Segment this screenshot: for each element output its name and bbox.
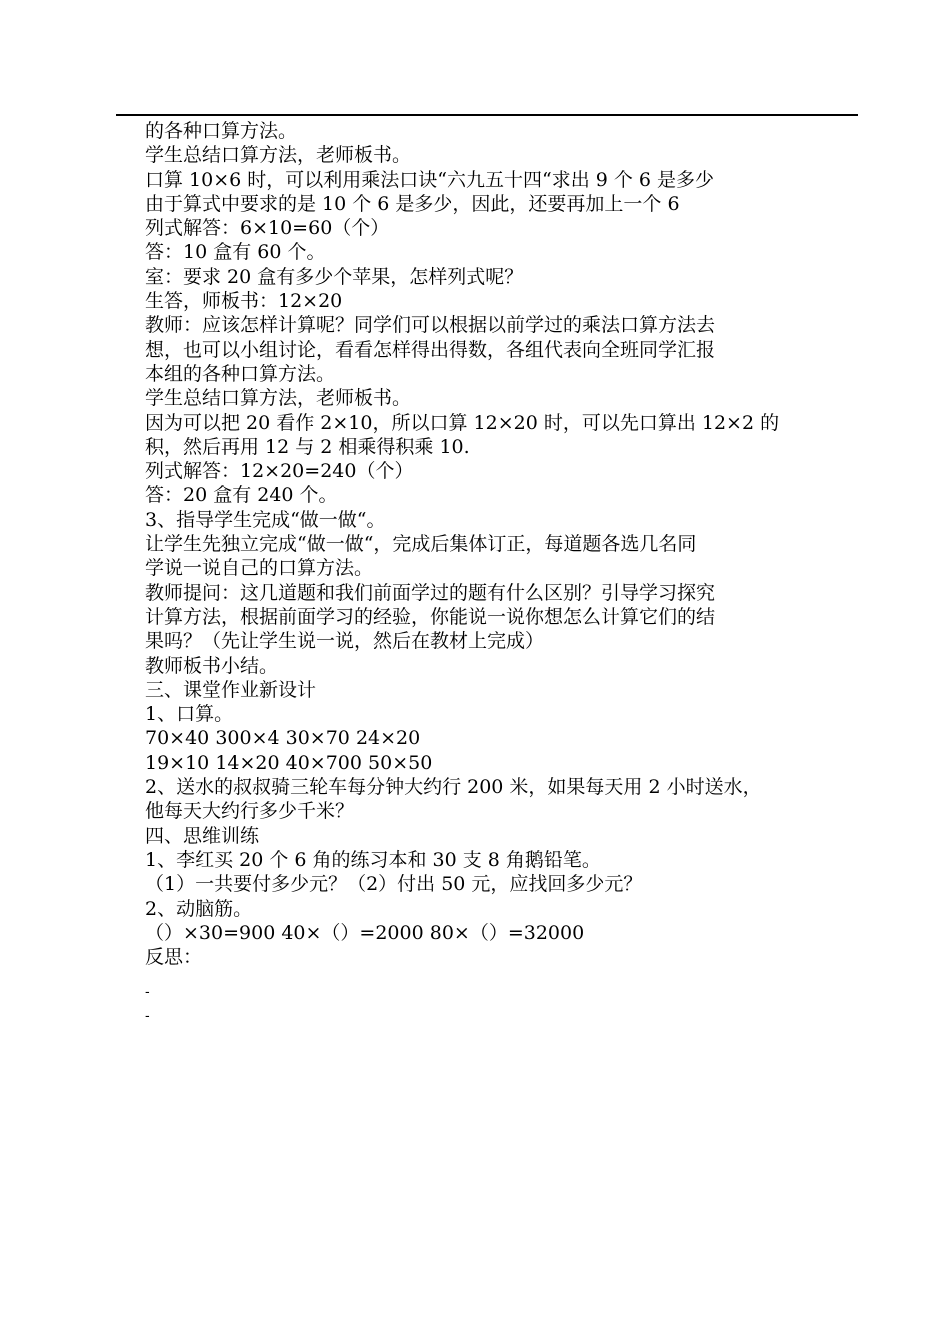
reflection-label: 反思： bbox=[145, 946, 203, 969]
text-line: 教师板书小结。 bbox=[145, 654, 279, 677]
section-item: 1、李红买 20 个 6 角的练习本和 30 支 8 角鹅铅笔。 bbox=[145, 848, 601, 871]
text-line: 生答，师板书：12×20 bbox=[145, 290, 343, 313]
text-line: 想，也可以小组讨论，看看怎样得出得数，各组代表向全班同学汇报 bbox=[145, 338, 716, 361]
section-item: 2、送水的叔叔骑三轮车每分钟大约行 200 米，如果每天用 2 小时送水， bbox=[145, 776, 762, 799]
text-line: 学生总结口算方法，老师板书。 bbox=[145, 387, 412, 410]
text-line: 室：要求 20 盒有多少个苹果，怎样列式呢？ bbox=[145, 265, 524, 288]
text-line: 答：20 盒有 240 个。 bbox=[145, 484, 338, 507]
spacer bbox=[145, 969, 845, 979]
text-line: 果吗？（先让学生说一说，然后在教材上完成） bbox=[145, 630, 545, 653]
section-item: 3、指导学生完成“做一做“。 bbox=[145, 508, 386, 531]
text-line: 计算方法，根据前面学习的经验，你能说一说你想怎么计算它们的结 bbox=[145, 605, 716, 628]
math-exercise-line: 19×10 14×20 40×700 50×50 bbox=[145, 751, 433, 774]
text-line: 由于算式中要求的是 10 个 6 是多少，因此，还要再加上一个 6 bbox=[145, 192, 680, 215]
text-line: 教师：应该怎样计算呢？同学们可以根据以前学过的乘法口算方法去 bbox=[145, 314, 716, 337]
section-item: 2、动脑筋。 bbox=[145, 897, 253, 920]
text-line: 学说一说自己的口算方法。 bbox=[145, 557, 374, 580]
math-exercise-line: （）×30=900 40×（）=2000 80×（）=32000 bbox=[145, 921, 585, 944]
section-heading: 三、课堂作业新设计 bbox=[145, 678, 317, 701]
text-line: 本组的各种口算方法。 bbox=[145, 362, 336, 385]
text-line: 列式解答：12×20=240（个） bbox=[145, 460, 414, 483]
text-line: 因为可以把 20 看作 2×10，所以口算 12×20 时，可以先口算出 12×2 的 bbox=[145, 411, 780, 434]
text-line: 学生总结口算方法，老师板书。 bbox=[145, 144, 412, 167]
text-line: 积，然后再用 12 与 2 相乘得积乘 10. bbox=[145, 435, 470, 458]
dash-mark: - bbox=[145, 983, 150, 1000]
dash-mark: - bbox=[145, 1007, 150, 1024]
header-rule bbox=[116, 114, 858, 116]
math-exercise-line: 70×40 300×4 30×70 24×20 bbox=[145, 727, 421, 750]
text-line: 列式解答：6×10=60（个） bbox=[145, 217, 390, 240]
text-line: 让学生先独立完成“做一做“，完成后集体订正，每道题各选几名同 bbox=[145, 533, 697, 556]
text-line: 教师提问：这几道题和我们前面学过的题有什么区别？引导学习探究 bbox=[145, 581, 716, 604]
text-line: 他每天大约行多少千米？ bbox=[145, 800, 355, 823]
section-item: 1、口算。 bbox=[145, 703, 234, 726]
text-line: 口算 10×6 时，可以利用乘法口诀“六九五十四“求出 9 个 6 是多少 bbox=[145, 168, 715, 191]
document-body bbox=[145, 119, 845, 1027]
section-heading: 四、思维训练 bbox=[145, 824, 260, 847]
text-line: （1）一共要付多少元？（2）付出 50 元，应找回多少元？ bbox=[145, 873, 643, 896]
text-line: 答：10 盒有 60 个。 bbox=[145, 241, 326, 264]
text-line: 的各种口算方法。 bbox=[145, 120, 298, 142]
